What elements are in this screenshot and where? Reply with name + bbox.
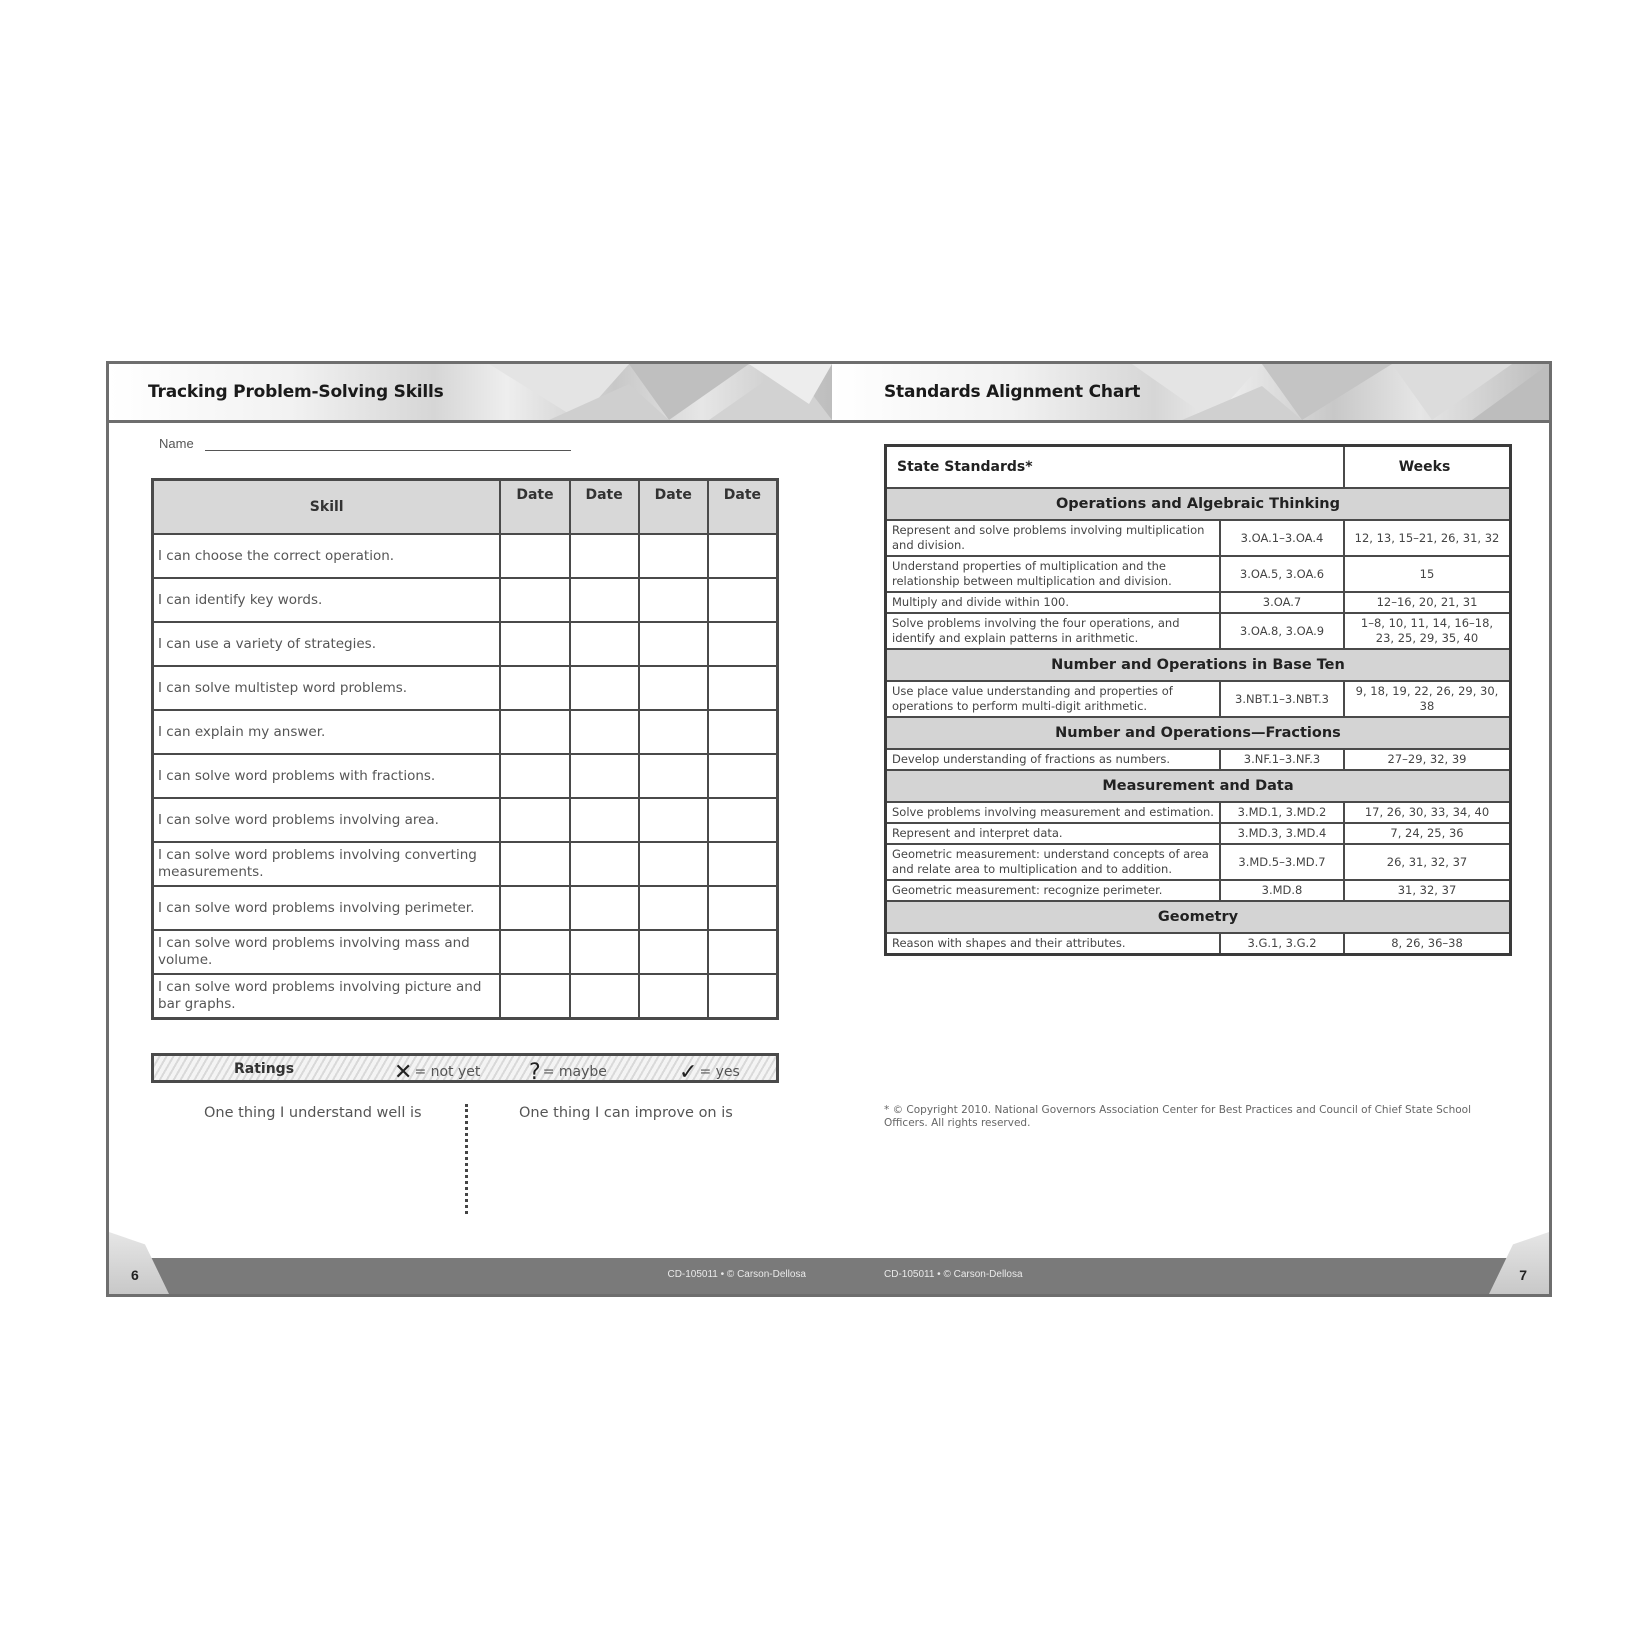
standard-weeks: 8, 26, 36–38 [1344, 933, 1511, 955]
standard-row [886, 802, 1511, 823]
rating-not-yet: ✕ = not yet [394, 1060, 481, 1085]
date-rating-cell[interactable] [639, 754, 708, 798]
date-rating-cell[interactable] [708, 710, 778, 754]
standard-weeks: 12, 13, 15–21, 26, 31, 32 [1344, 520, 1511, 556]
skill-row [153, 534, 778, 578]
standard-code: 3.OA.5, 3.OA.6 [1220, 556, 1344, 592]
date-rating-cell[interactable] [570, 842, 639, 886]
date-rating-cell[interactable] [639, 930, 708, 974]
section-header-row [886, 901, 1511, 933]
standard-code: 3.OA.1–3.OA.4 [1220, 520, 1344, 556]
section-header-row [886, 488, 1511, 520]
rating-yes: ✓ = yes [679, 1060, 740, 1085]
date-rating-cell[interactable] [708, 578, 778, 622]
standard-description: Geometric measurement: understand concepts of area and relate area to multiplication and to addition. [886, 844, 1221, 880]
date-rating-cell[interactable] [500, 886, 569, 930]
right-page-header [832, 364, 1549, 423]
standard-row [886, 592, 1511, 613]
section-title: Geometry [886, 901, 1511, 933]
date-rating-cell[interactable] [708, 930, 778, 974]
page-number: 6 [131, 1267, 139, 1283]
standard-weeks: 26, 31, 32, 37 [1344, 844, 1511, 880]
skill-text: I can solve word problems with fractions. [153, 754, 501, 798]
standard-weeks: 17, 26, 30, 33, 34, 40 [1344, 802, 1511, 823]
standard-description: Geometric measurement: recognize perimeter. [886, 880, 1221, 901]
date-rating-cell[interactable] [570, 578, 639, 622]
skill-row [153, 578, 778, 622]
dotted-divider [465, 1104, 468, 1214]
skill-row [153, 886, 778, 930]
page-title: Standards Alignment Chart [884, 382, 1141, 402]
date-rating-cell[interactable] [639, 886, 708, 930]
date-rating-cell[interactable] [639, 666, 708, 710]
standard-row [886, 823, 1511, 844]
skill-row [153, 974, 778, 1019]
section-title: Measurement and Data [886, 770, 1511, 802]
date-column-header: Date [639, 480, 708, 535]
skill-text: I can solve word problems involving mass and volume. [153, 930, 501, 974]
name-line[interactable] [205, 450, 571, 451]
section-header-row [886, 649, 1511, 681]
left-page-footer [109, 1248, 832, 1294]
date-rating-cell[interactable] [639, 534, 708, 578]
check-mark-icon: ✓ [679, 1060, 698, 1085]
question-mark-icon: ? [529, 1060, 541, 1085]
standard-row [886, 556, 1511, 592]
standard-description: Develop understanding of fractions as numbers. [886, 749, 1221, 770]
date-rating-cell[interactable] [570, 798, 639, 842]
ratings-key [151, 1053, 779, 1083]
standard-code: 3.MD.1, 3.MD.2 [1220, 802, 1344, 823]
skill-text: I can solve word problems involving picture and bar graphs. [153, 974, 501, 1019]
standard-code: 3.NF.1–3.NF.3 [1220, 749, 1344, 770]
date-rating-cell[interactable] [500, 666, 569, 710]
skill-text: I can solve word problems involving area. [153, 798, 501, 842]
state-standards-column-header: State Standards* [886, 446, 1345, 489]
standard-description: Understand properties of multiplication and the relationship between multiplication and division. [886, 556, 1221, 592]
date-rating-cell[interactable] [570, 754, 639, 798]
standard-description: Represent and solve problems involving multiplication and division. [886, 520, 1221, 556]
date-rating-cell[interactable] [500, 534, 569, 578]
standard-row [886, 880, 1511, 901]
date-rating-cell[interactable] [570, 930, 639, 974]
copyright-footnote: * © Copyright 2010. National Governors Association Center for Best Practices and Council of Chief State School Officers. All rights reserved. [884, 1104, 1471, 1129]
date-rating-cell[interactable] [500, 798, 569, 842]
rating-maybe: ? = maybe [529, 1060, 607, 1085]
section-header-row [886, 770, 1511, 802]
date-rating-cell[interactable] [500, 578, 569, 622]
skill-row [153, 842, 778, 886]
standard-weeks: 31, 32, 37 [1344, 880, 1511, 901]
right-page-footer [832, 1248, 1549, 1294]
date-rating-cell[interactable] [708, 974, 778, 1019]
section-title: Number and Operations—Fractions [886, 717, 1511, 749]
date-rating-cell[interactable] [500, 622, 569, 666]
standard-row [886, 844, 1511, 880]
standard-description: Solve problems involving measurement and estimation. [886, 802, 1221, 823]
book-spread [106, 361, 1552, 1297]
date-rating-cell[interactable] [500, 974, 569, 1019]
standard-code: 3.MD.8 [1220, 880, 1344, 901]
skill-row [153, 930, 778, 974]
skill-text: I can solve multistep word problems. [153, 666, 501, 710]
date-rating-cell[interactable] [570, 710, 639, 754]
standard-description: Use place value understanding and properties of operations to perform multi-digit arithmetic. [886, 681, 1221, 717]
date-column-header: Date [500, 480, 569, 535]
date-rating-cell[interactable] [708, 886, 778, 930]
skill-column-header: Skill [153, 480, 501, 535]
standard-description: Reason with shapes and their attributes. [886, 933, 1221, 955]
reflection-prompt-understand: One thing I understand well is [204, 1105, 422, 1121]
date-rating-cell[interactable] [500, 710, 569, 754]
standard-weeks: 27–29, 32, 39 [1344, 749, 1511, 770]
date-rating-cell[interactable] [639, 710, 708, 754]
standard-row [886, 681, 1511, 717]
date-rating-cell[interactable] [500, 930, 569, 974]
standards-alignment-table [884, 444, 1512, 956]
skill-row [153, 710, 778, 754]
standard-code: 3.MD.3, 3.MD.4 [1220, 823, 1344, 844]
section-header-row [886, 717, 1511, 749]
date-rating-cell[interactable] [570, 666, 639, 710]
left-page-header [109, 364, 832, 423]
page-number: 7 [1519, 1267, 1527, 1283]
date-rating-cell[interactable] [708, 754, 778, 798]
ratings-label: Ratings [234, 1061, 295, 1077]
skill-row [153, 666, 778, 710]
x-mark-icon: ✕ [394, 1060, 413, 1085]
date-rating-cell[interactable] [708, 842, 778, 886]
date-rating-cell[interactable] [570, 886, 639, 930]
weeks-column-header: Weeks [1344, 446, 1511, 489]
skill-text: I can identify key words. [153, 578, 501, 622]
skill-text: I can choose the correct operation. [153, 534, 501, 578]
skill-row [153, 754, 778, 798]
date-rating-cell[interactable] [708, 798, 778, 842]
date-rating-cell[interactable] [708, 666, 778, 710]
standard-weeks: 9, 18, 19, 22, 26, 29, 30, 38 [1344, 681, 1511, 717]
standard-weeks: 1–8, 10, 11, 14, 16–18, 23, 25, 29, 35, 40 [1344, 613, 1511, 649]
section-title: Number and Operations in Base Ten [886, 649, 1511, 681]
date-rating-cell[interactable] [570, 974, 639, 1019]
skill-row [153, 622, 778, 666]
standard-weeks: 15 [1344, 556, 1511, 592]
name-label: Name [159, 436, 194, 451]
standard-description: Multiply and divide within 100. [886, 592, 1221, 613]
reflection-prompt-improve: One thing I can improve on is [519, 1105, 733, 1121]
standard-code: 3.OA.8, 3.OA.9 [1220, 613, 1344, 649]
page-title: Tracking Problem-Solving Skills [148, 382, 444, 402]
skill-text: I can solve word problems involving perimeter. [153, 886, 501, 930]
date-rating-cell[interactable] [708, 534, 778, 578]
standard-code: 3.NBT.1–3.NBT.3 [1220, 681, 1344, 717]
standards-header-row [886, 446, 1511, 489]
date-column-header: Date [570, 480, 639, 535]
copyright-credit: CD-105011 • © Carson-Dellosa [884, 1269, 1023, 1280]
right-page [832, 364, 1549, 1294]
date-column-header: Date [708, 480, 778, 535]
date-rating-cell[interactable] [570, 534, 639, 578]
copyright-credit: CD-105011 • © Carson-Dellosa [667, 1269, 806, 1280]
skill-text: I can explain my answer. [153, 710, 501, 754]
date-rating-cell[interactable] [570, 622, 639, 666]
date-rating-cell[interactable] [500, 842, 569, 886]
standard-description: Solve problems involving the four operations, and identify and explain patterns in arithmetic. [886, 613, 1221, 649]
standard-code: 3.OA.7 [1220, 592, 1344, 613]
date-rating-cell[interactable] [639, 842, 708, 886]
date-rating-cell[interactable] [708, 622, 778, 666]
standard-row [886, 520, 1511, 556]
date-rating-cell[interactable] [500, 754, 569, 798]
standard-row [886, 749, 1511, 770]
skill-row [153, 798, 778, 842]
skills-tracking-table [151, 478, 779, 1020]
standard-weeks: 7, 24, 25, 36 [1344, 823, 1511, 844]
date-rating-cell[interactable] [639, 798, 708, 842]
date-rating-cell[interactable] [639, 578, 708, 622]
date-rating-cell[interactable] [639, 622, 708, 666]
date-rating-cell[interactable] [639, 974, 708, 1019]
standard-row [886, 933, 1511, 955]
section-title: Operations and Algebraic Thinking [886, 488, 1511, 520]
standard-description: Represent and interpret data. [886, 823, 1221, 844]
standard-code: 3.MD.5–3.MD.7 [1220, 844, 1344, 880]
standard-code: 3.G.1, 3.G.2 [1220, 933, 1344, 955]
skill-text: I can use a variety of strategies. [153, 622, 501, 666]
left-page [109, 364, 832, 1294]
standard-weeks: 12–16, 20, 21, 31 [1344, 592, 1511, 613]
standard-row [886, 613, 1511, 649]
skill-text: I can solve word problems involving converting measurements. [153, 842, 501, 886]
skills-header-row [153, 480, 778, 535]
